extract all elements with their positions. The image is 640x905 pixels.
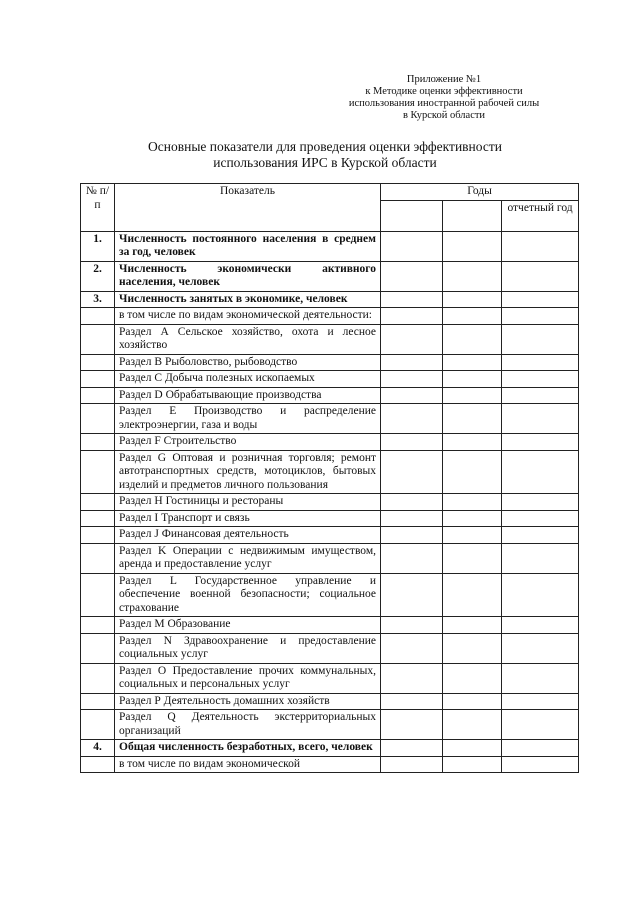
indicator-cell: Раздел Р Деятельность домашних хозяйств (115, 693, 381, 710)
document-heading (130, 139, 520, 171)
year-value-cell (381, 710, 443, 740)
year-value-cell (381, 450, 443, 494)
year-value-cell (381, 324, 443, 354)
row-number (81, 404, 115, 434)
row-number (81, 527, 115, 544)
indicator-cell: Раздел J Финансовая деятельность (115, 527, 381, 544)
year-value-cell (502, 371, 579, 388)
year-value-cell (502, 308, 579, 325)
year-value-cell (502, 617, 579, 634)
row-number (81, 324, 115, 354)
year-value-cell (502, 663, 579, 693)
year-value-cell (381, 543, 443, 573)
year-value-cell (381, 308, 443, 325)
year-value-cell (381, 663, 443, 693)
table-row (81, 291, 579, 308)
year-value-cell (381, 291, 443, 308)
table-row (81, 693, 579, 710)
indicator-cell: Численность постоянного населения в среднем за год, человек (115, 231, 381, 261)
heading-line-2: использования ИРС в Курской области (213, 155, 437, 170)
indicator-cell: Раздел D Обрабатывающие производства (115, 387, 381, 404)
year-value-cell (502, 693, 579, 710)
year-value-cell (443, 387, 502, 404)
table-row (81, 231, 579, 261)
table-row (81, 354, 579, 371)
row-number (81, 450, 115, 494)
indicator-cell: Раздел Н Гостиницы и рестораны (115, 494, 381, 511)
year-value-cell (502, 261, 579, 291)
table-row (81, 510, 579, 527)
indicator-cell: Раздел Е Производство и распределение электроэнергии, газа и воды (115, 404, 381, 434)
year-value-cell (443, 371, 502, 388)
year-value-cell (381, 434, 443, 451)
year-value-cell (443, 543, 502, 573)
year-value-cell (502, 291, 579, 308)
row-number: 2. (81, 261, 115, 291)
year-value-cell (381, 494, 443, 511)
column-header-num: № п/п (81, 184, 115, 232)
row-number (81, 633, 115, 663)
column-header-indicator: Показатель (115, 184, 381, 232)
year-value-cell (443, 231, 502, 261)
row-number (81, 308, 115, 325)
appendix-line-3: использования иностранной рабочей силы (348, 98, 540, 109)
year-value-cell (381, 617, 443, 634)
indicator-cell: Раздел K Операции с недвижимым имуществом, аренда и предоставление услуг (115, 543, 381, 573)
year-value-cell (443, 494, 502, 511)
year-value-cell (443, 633, 502, 663)
table-row (81, 261, 579, 291)
year-value-cell (443, 291, 502, 308)
year-value-cell (381, 756, 443, 773)
year-value-cell (381, 231, 443, 261)
year-value-cell (502, 434, 579, 451)
year-value-cell (381, 354, 443, 371)
table-row (81, 308, 579, 325)
year-value-cell (502, 527, 579, 544)
column-header-years: Годы (381, 184, 579, 201)
year-value-cell (502, 543, 579, 573)
heading-line-1: Основные показатели для проведения оценки эффективности (148, 139, 502, 154)
row-number (81, 693, 115, 710)
year-value-cell (502, 573, 579, 617)
row-number (81, 510, 115, 527)
year-value-cell (502, 231, 579, 261)
row-number: 4. (81, 740, 115, 757)
appendix-line-2: к Методике оценки эффективности (365, 86, 523, 97)
year-column-1 (381, 200, 443, 231)
year-value-cell (502, 510, 579, 527)
indicator-cell: Раздел N Здравоохранение и предоставление социальных услуг (115, 633, 381, 663)
year-value-cell (443, 740, 502, 757)
year-value-cell (381, 573, 443, 617)
year-value-cell (443, 308, 502, 325)
table-row (81, 494, 579, 511)
year-value-cell (443, 324, 502, 354)
row-number (81, 434, 115, 451)
year-value-cell (443, 450, 502, 494)
indicator-cell: Раздел I Транспорт и связь (115, 510, 381, 527)
year-value-cell (502, 633, 579, 663)
table-row (81, 324, 579, 354)
year-value-cell (381, 510, 443, 527)
table-row (81, 434, 579, 451)
year-value-cell (502, 494, 579, 511)
table-row (81, 387, 579, 404)
indicators-table (80, 183, 579, 773)
year-value-cell (381, 693, 443, 710)
table-row (81, 543, 579, 573)
year-value-cell (502, 354, 579, 371)
table-row (81, 527, 579, 544)
year-value-cell (443, 510, 502, 527)
year-value-cell (443, 404, 502, 434)
row-number (81, 617, 115, 634)
table-row (81, 740, 579, 757)
year-value-cell (381, 261, 443, 291)
table-row (81, 573, 579, 617)
indicator-cell: Общая численность безработных, всего, человек (115, 740, 381, 757)
year-value-cell (381, 740, 443, 757)
table-row (81, 450, 579, 494)
indicator-cell: Раздел Q Деятельность экстерриториальных организаций (115, 710, 381, 740)
row-number (81, 387, 115, 404)
table-row (81, 633, 579, 663)
indicator-cell: Раздел А Сельское хозяйство, охота и лесное хозяйство (115, 324, 381, 354)
year-value-cell (443, 434, 502, 451)
row-number: 3. (81, 291, 115, 308)
table-row (81, 663, 579, 693)
row-number (81, 371, 115, 388)
row-number: 1. (81, 231, 115, 261)
appendix-line-4: в Курской области (402, 110, 486, 121)
indicator-cell: Раздел В Рыболовство, рыбоводство (115, 354, 381, 371)
appendix-line-1: Приложение №1 (406, 74, 482, 85)
table-header-row (81, 184, 579, 201)
year-value-cell (502, 387, 579, 404)
row-number (81, 710, 115, 740)
indicator-cell: Численность экономически активного населения, человек (115, 261, 381, 291)
appendix-note (330, 74, 558, 122)
indicator-cell: Раздел L Государственное управление и обеспечение военной безопасности; социальное страхование (115, 573, 381, 617)
year-value-cell (443, 693, 502, 710)
row-number (81, 543, 115, 573)
year-column-2 (443, 200, 502, 231)
year-value-cell (443, 261, 502, 291)
year-value-cell (502, 450, 579, 494)
table-body (81, 231, 579, 773)
year-value-cell (502, 324, 579, 354)
year-value-cell (502, 710, 579, 740)
year-value-cell (443, 710, 502, 740)
table-row (81, 404, 579, 434)
table-row (81, 617, 579, 634)
year-value-cell (443, 663, 502, 693)
year-value-cell (443, 573, 502, 617)
indicator-cell: Раздел М Образование (115, 617, 381, 634)
year-value-cell (443, 527, 502, 544)
row-number (81, 573, 115, 617)
year-value-cell (381, 633, 443, 663)
indicator-cell: Раздел С Добыча полезных ископаемых (115, 371, 381, 388)
year-value-cell (502, 404, 579, 434)
year-value-cell (381, 387, 443, 404)
indicator-cell: в том числе по видам экономической (115, 756, 381, 773)
row-number (81, 663, 115, 693)
year-value-cell (502, 740, 579, 757)
table-row (81, 371, 579, 388)
year-value-cell (443, 756, 502, 773)
row-number (81, 354, 115, 371)
indicator-cell: в том числе по видам экономической деятельности: (115, 308, 381, 325)
table-row (81, 710, 579, 740)
year-value-cell (443, 354, 502, 371)
year-value-cell (381, 527, 443, 544)
table-row (81, 756, 579, 773)
year-value-cell (381, 371, 443, 388)
indicator-cell: Раздел F Строительство (115, 434, 381, 451)
indicator-cell: Численность занятых в экономике, человек (115, 291, 381, 308)
year-value-cell (443, 617, 502, 634)
row-number (81, 756, 115, 773)
row-number (81, 494, 115, 511)
year-column-report: отчетный год (502, 200, 579, 231)
year-value-cell (502, 756, 579, 773)
year-value-cell (381, 404, 443, 434)
indicator-cell: Раздел О Предоставление прочих коммунальных, социальных и персональных услуг (115, 663, 381, 693)
indicator-cell: Раздел G Оптовая и розничная торговля; ремонт автотранспортных средств, мотоциклов, бытовых изделий и предметов личного пользования (115, 450, 381, 494)
